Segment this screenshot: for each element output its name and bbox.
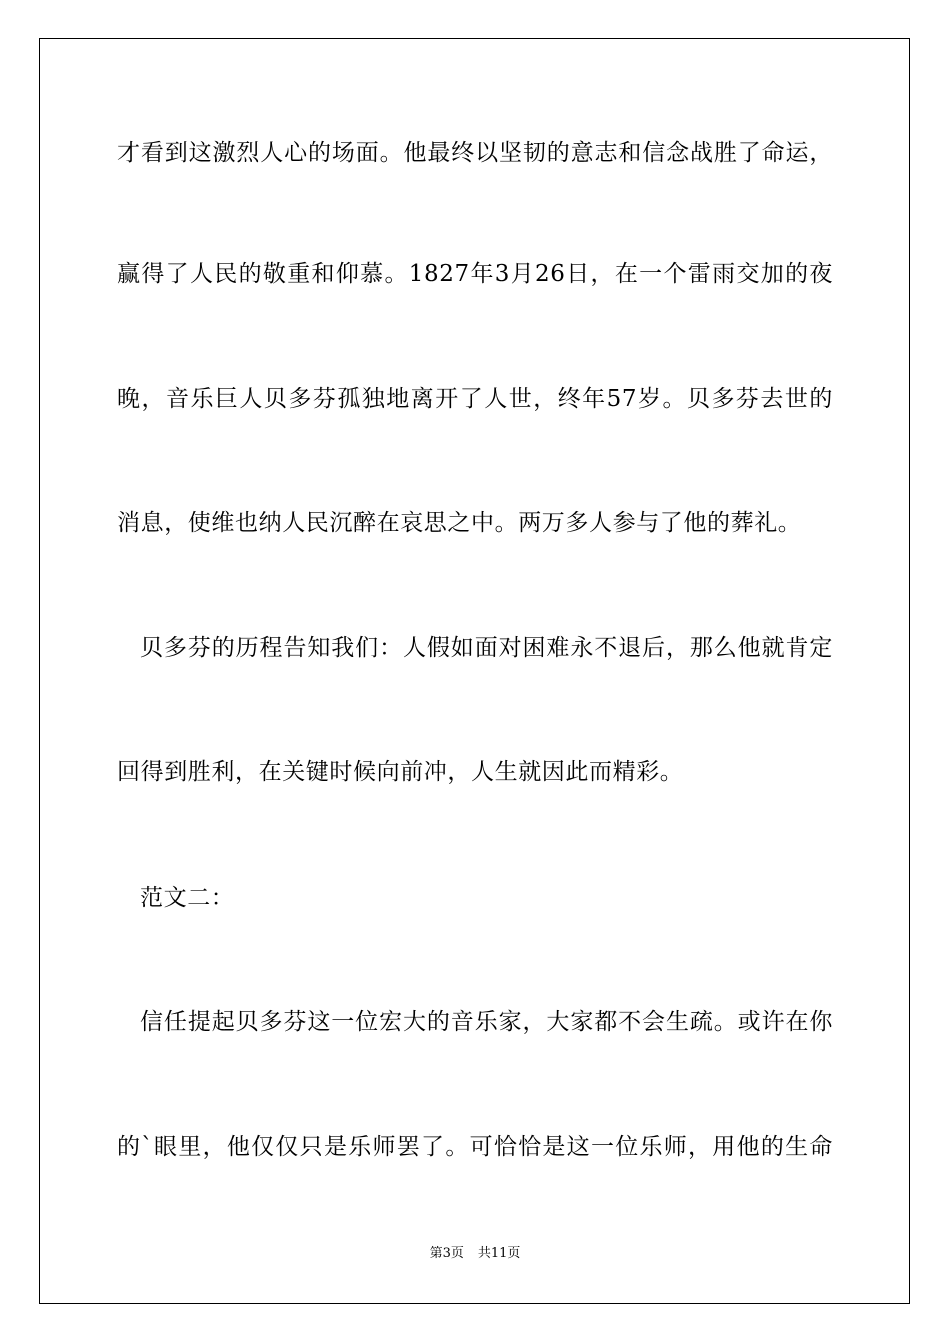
body-text-line: 回得到胜利，在关键时候向前冲，人生就因此而精彩。 — [117, 759, 684, 785]
page-current-number: 第3页 — [429, 1246, 464, 1261]
page-footer — [0, 1245, 950, 1263]
body-text-line: 赢得了人民的敬重和仰慕。1827年3月26日，在一个雷雨交加的夜 — [117, 261, 833, 287]
body-text-line: 晚，音乐巨人贝多芬孤独地离开了人世，终年57岁。贝多芬去世的 — [117, 386, 833, 412]
body-text-line: 才看到这激烈人心的场面。他最终以坚韧的意志和信念战胜了命运， — [117, 140, 833, 166]
paragraph-first-line: 信任提起贝多芬这一位宏大的音乐家，大家都不会生疏。或许在你 — [140, 1009, 833, 1035]
section-heading: 范文二： — [140, 885, 235, 911]
body-text-line: 的`眼里，他仅仅只是乐师罢了。可恰恰是这一位乐师，用他的生命 — [117, 1134, 833, 1160]
paragraph-first-line: 贝多芬的历程告知我们：人假如面对困难永不退后，那么他就肯定 — [140, 635, 833, 661]
page-total-count: 共11页 — [477, 1246, 521, 1261]
body-text-line: 消息，使维也纳人民沉醉在哀思之中。两万多人参与了他的葬礼。 — [117, 510, 802, 536]
page-border — [39, 38, 910, 1304]
